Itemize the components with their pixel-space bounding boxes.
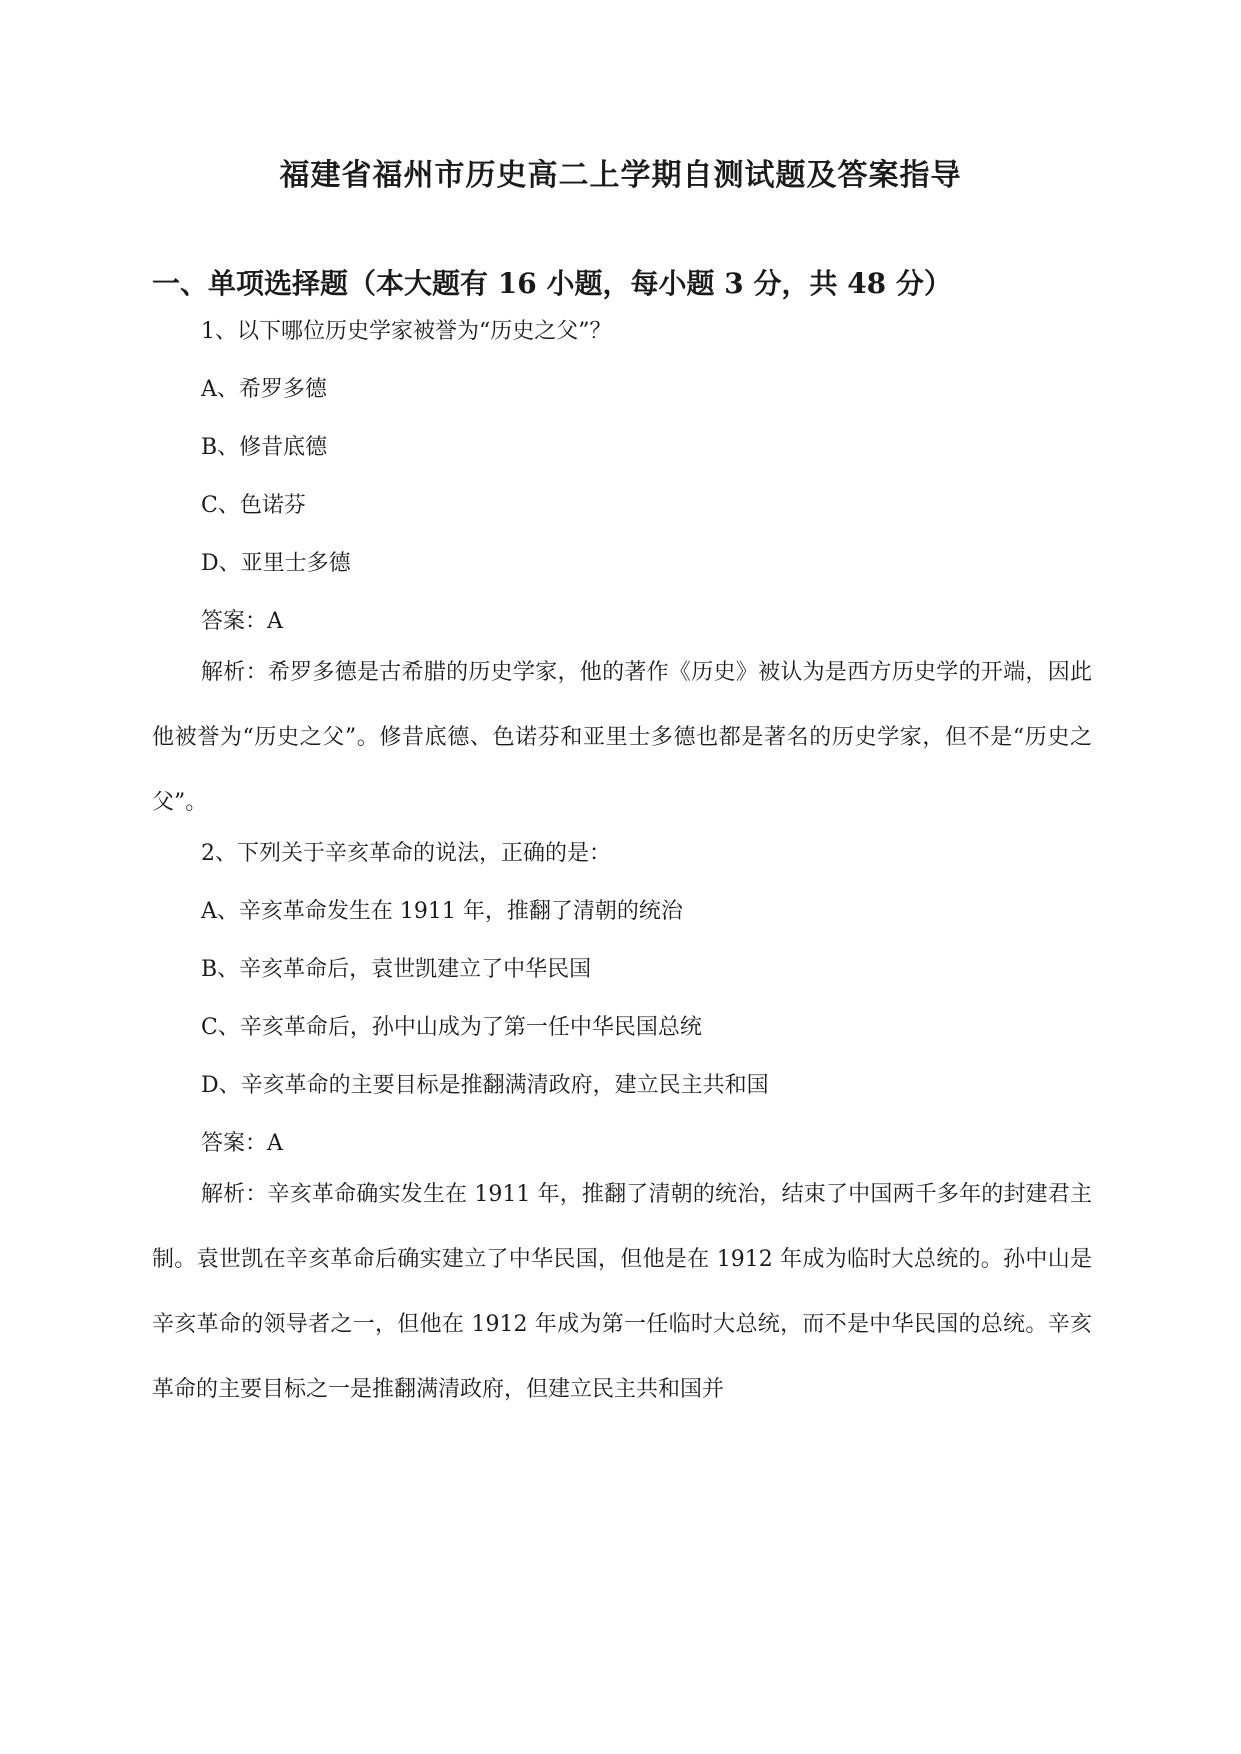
option-c: C、辛亥革命后，孙中山成为了第一任中华民国总统 [201,1015,702,1040]
question-stem: 2、下列关于辛亥革命的说法，正确的是： [201,841,611,866]
question-stem: 1、以下哪位历史学家被誉为“历史之父”？ [201,319,612,344]
analysis-paragraph: 解析：辛亥革命确实发生在 1911 年，推翻了清朝的统治，结束了中国两千多年的封建君主制。袁世凯在辛亥革命后确实建立了中华民国，但他是在 1912 年成为临时大总统的。孙中山是辛亥革命的领导者之一，但他在 1912 年成为第一任临时大总统，而不是中华民国的总统。辛亥革命的主要目标之一是推翻满清政府，但建立民主共和国并 [152,1182,1092,1402]
answer-line: 答案：A [201,1131,283,1156]
option-a: A、辛亥革命发生在 1911 年，推翻了清朝的统治 [201,899,683,924]
analysis-paragraph: 解析：希罗多德是古希腊的历史学家，他的著作《历史》被认为是西方历史学的开端，因此他被誉为“历史之父”。修昔底德、色诺芬和亚里士多德也都是著名的历史学家，但不是“历史之父”。 [152,660,1092,815]
option-a: A、希罗多德 [201,377,327,402]
answer-line: 答案：A [201,609,283,634]
option-d: D、亚里士多德 [201,551,351,576]
section-heading: 一、单项选择题（本大题有 16 小题，每小题 3 分，共 48 分） [152,267,952,300]
option-b: B、修昔底德 [201,435,328,460]
document-title: 福建省福州市历史高二上学期自测试题及答案指导 [279,158,962,193]
option-d: D、辛亥革命的主要目标是推翻满清政府，建立民主共和国 [201,1073,769,1098]
option-c: C、色诺芬 [201,493,306,518]
option-b: B、辛亥革命后，袁世凯建立了中华民国 [201,957,592,982]
